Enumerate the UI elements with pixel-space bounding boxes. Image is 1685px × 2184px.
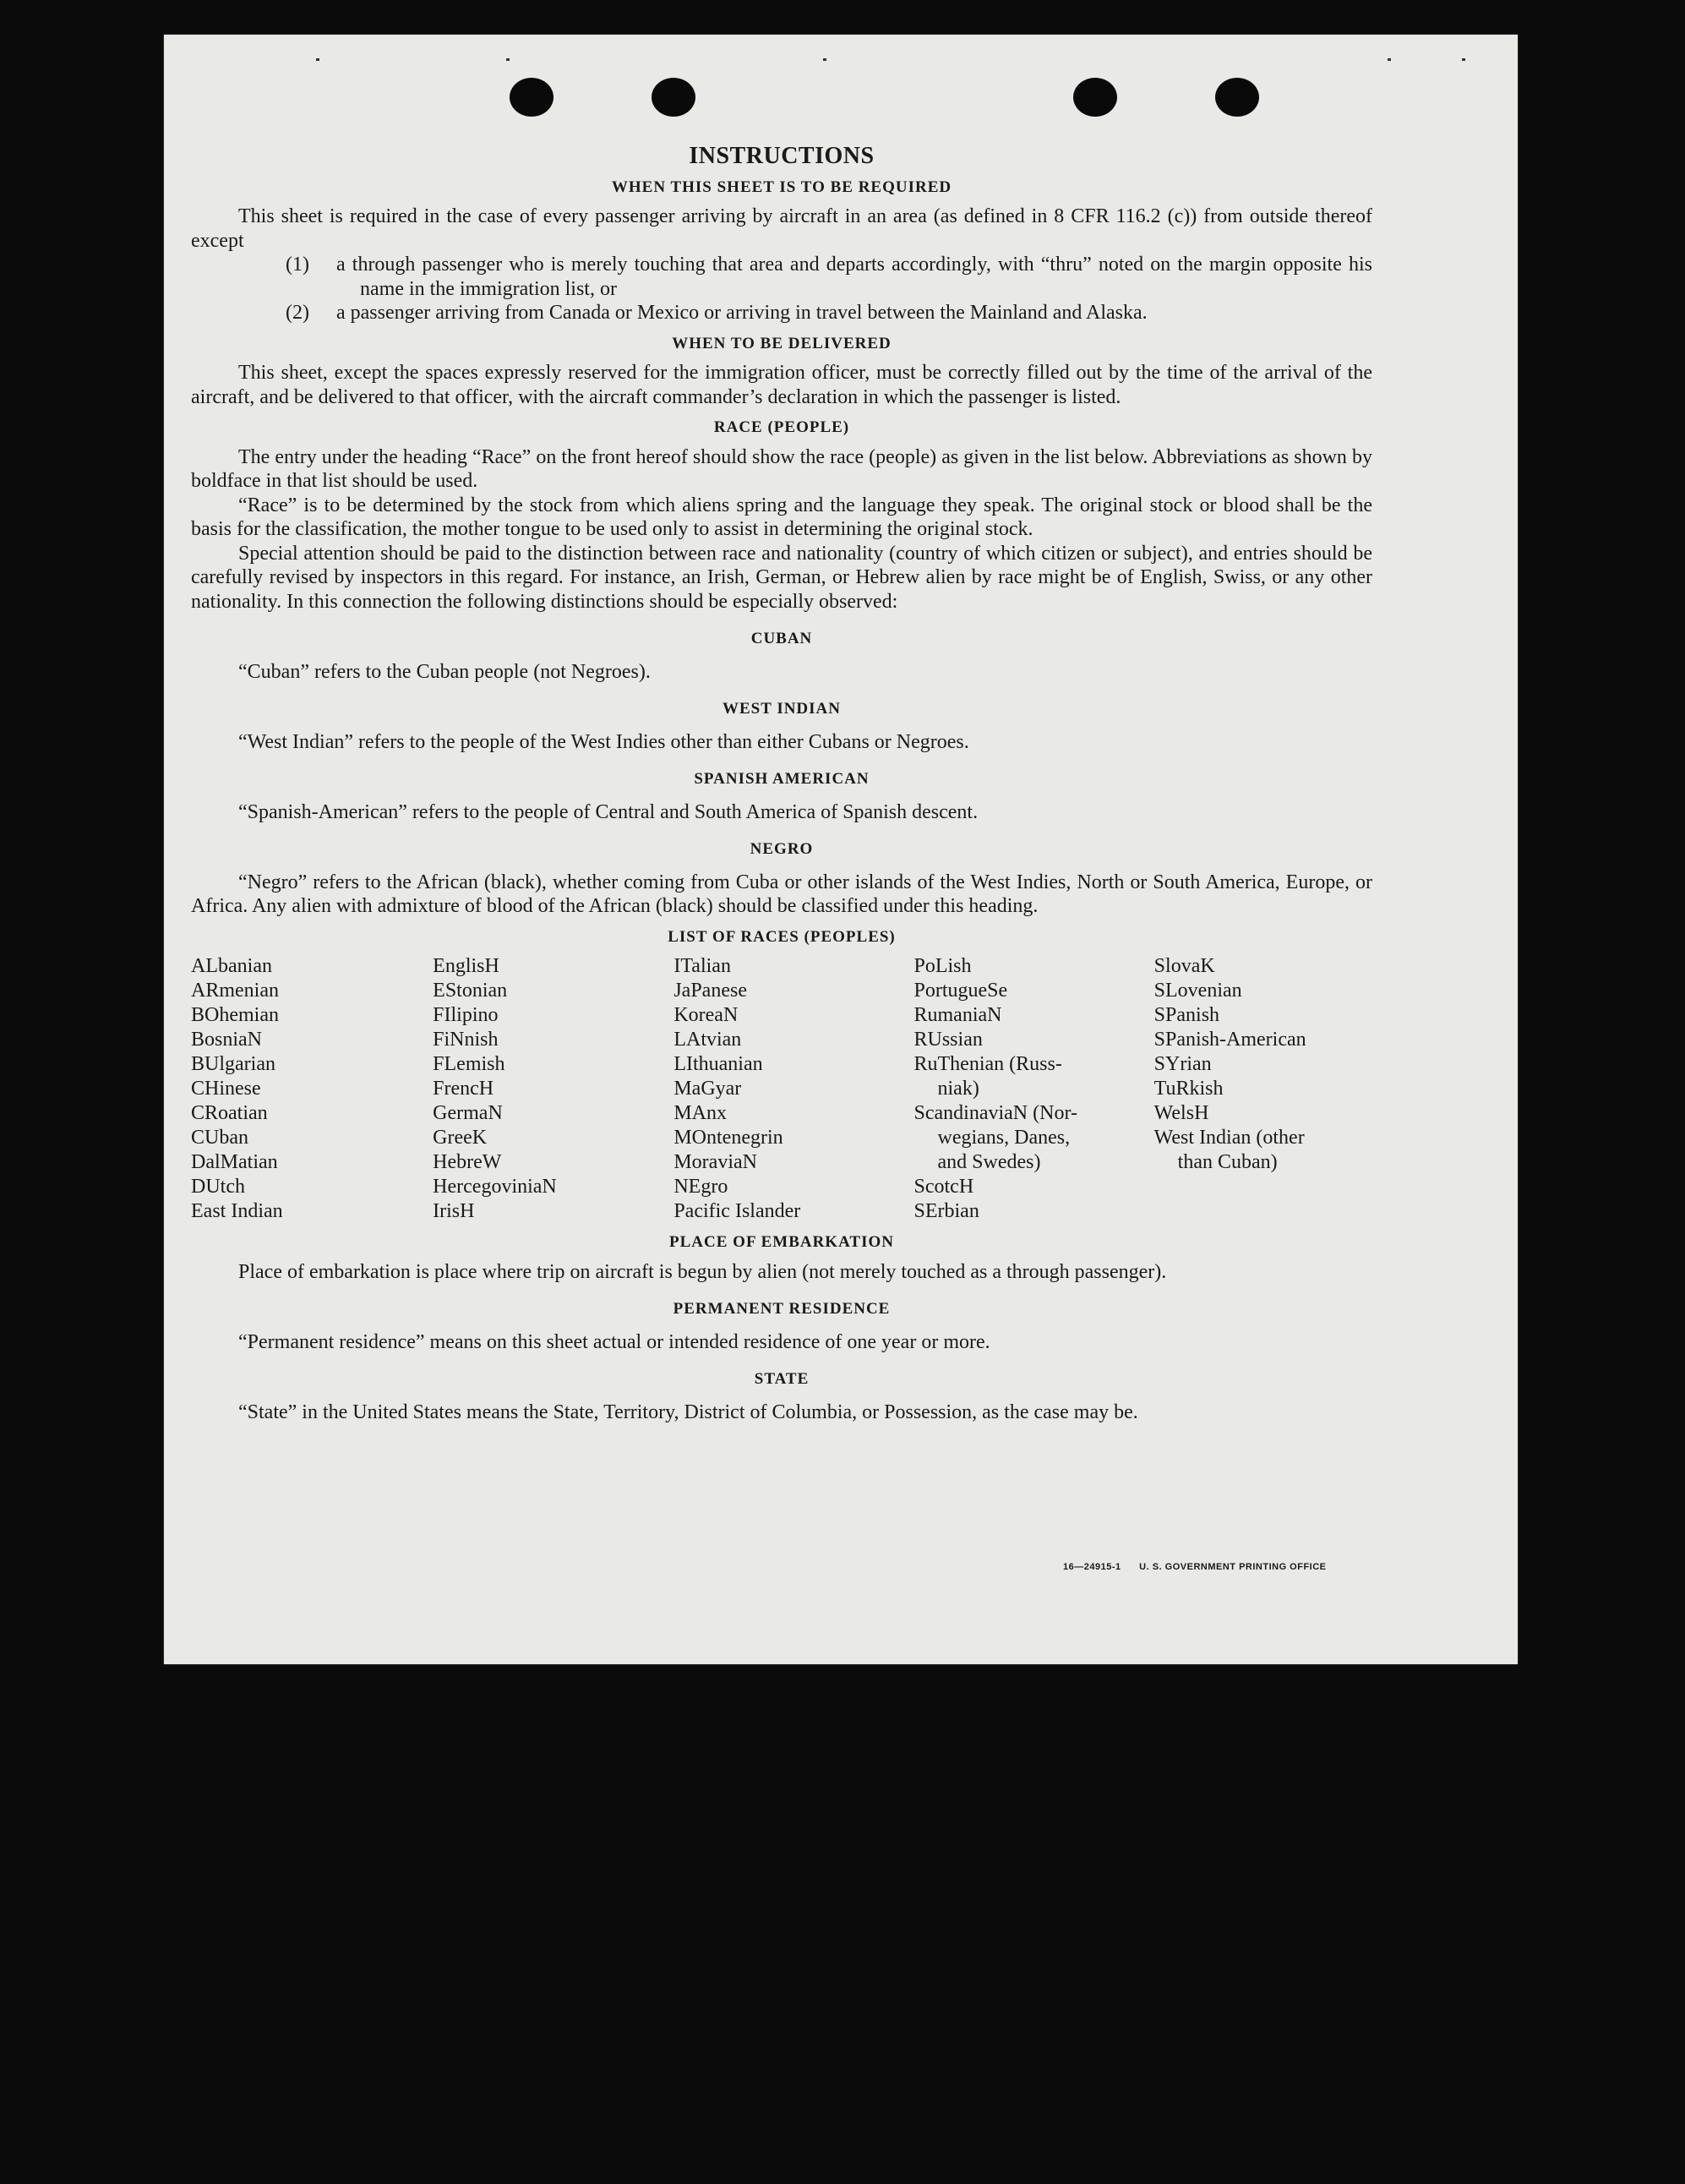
speck <box>1462 58 1465 61</box>
page-title: INSTRUCTIONS <box>689 143 875 169</box>
race-entry: ScandinaviaN (Nor- <box>913 1102 1077 1124</box>
list-item <box>191 253 1372 301</box>
race-entry: GreeK <box>433 1127 488 1149</box>
race-entry: MoraviaN <box>673 1151 757 1173</box>
punch-hole <box>1073 78 1117 117</box>
item-number: (1) <box>286 254 309 276</box>
printer-imprint: U. S. GOVERNMENT PRINTING OFFICE <box>1139 1562 1327 1572</box>
race-entry: ITalian <box>673 955 731 977</box>
paragraph: Special attention should be paid to the distinction between race and nationality (country of which citizen or subject), and entries should be carefully revised by inspectors in this regard. For instance, an Irish, German, or Hebrew alien by race might be of English, Swiss, or any other nationality. In this connection the following distinctions should be especially observed: <box>191 542 1372 613</box>
race-entry: ARmenian <box>191 980 279 1002</box>
section-heading: STATE <box>754 1370 810 1388</box>
item-number: (2) <box>286 302 309 324</box>
race-entry: niak) <box>937 1078 979 1100</box>
race-entry: BosniaN <box>191 1029 262 1051</box>
section-heading: LIST OF RACES (PEOPLES) <box>668 927 896 946</box>
race-entry: LIthuanian <box>673 1053 763 1075</box>
paragraph: This sheet is required in the case of every passenger arriving by aircraft in an area (as defined in 8 CFR 116.2 (c)) from outside thereof except <box>191 205 1372 252</box>
race-entry: JaPanese <box>673 980 747 1002</box>
section-heading: WHEN TO BE DELIVERED <box>672 334 892 352</box>
punch-hole <box>510 78 553 117</box>
section-heading: RACE (PEOPLE) <box>713 418 850 436</box>
race-entry: and Swedes) <box>937 1151 1041 1173</box>
races-column <box>191 954 433 1224</box>
race-entry: FiNnish <box>433 1029 499 1051</box>
race-entry: FLemish <box>433 1053 505 1075</box>
races-column <box>1154 954 1372 1224</box>
paragraph: The entry under the heading “Race” on the front hereof should show the race (people) as given in the list below. Abbreviations as shown by boldface in that list should be used. <box>191 445 1372 492</box>
paragraph: “West Indian” refers to the people of the West Indies other than either Cubans or Negroes. <box>238 730 969 753</box>
race-entry: RumaniaN <box>913 1004 1002 1026</box>
race-entry: EnglisH <box>433 955 499 977</box>
race-entry: CRoatian <box>191 1102 268 1124</box>
section-heading: NEGRO <box>750 840 814 858</box>
race-entry: NEgro <box>673 1176 728 1198</box>
race-entry: GermaN <box>433 1102 503 1124</box>
race-entry: MaGyar <box>673 1078 742 1100</box>
instructions-content <box>191 145 1372 1424</box>
race-entry: LAtvian <box>673 1029 742 1051</box>
race-entry: SLovenian <box>1153 980 1242 1002</box>
race-entry: KoreaN <box>673 1004 739 1026</box>
section-heading: PERMANENT RESIDENCE <box>673 1300 891 1318</box>
race-entry: BUlgarian <box>191 1053 275 1075</box>
races-list <box>191 954 1372 1224</box>
race-entry: RuThenian (Russ- <box>913 1053 1062 1075</box>
races-column <box>673 954 913 1224</box>
form-footer <box>1063 1562 1342 1572</box>
race-entry: SPanish <box>1153 1004 1220 1026</box>
race-entry: ScotcH <box>913 1176 974 1198</box>
race-entry: EStonian <box>433 980 508 1002</box>
race-entry: PortugueSe <box>913 980 1008 1002</box>
section-heading: WEST INDIAN <box>723 700 841 718</box>
race-entry: DalMatian <box>191 1151 278 1173</box>
section-heading: CUBAN <box>750 630 813 647</box>
document-sheet <box>164 35 1518 1664</box>
paragraph: “Spanish-American” refers to the people of Central and South America of Spanish descent. <box>238 800 979 823</box>
race-entry: than Cuban) <box>1177 1151 1278 1173</box>
race-entry: WelsH <box>1153 1102 1209 1124</box>
race-entry: IrisH <box>433 1200 475 1222</box>
race-entry: CUban <box>191 1127 248 1149</box>
race-entry: RUssian <box>913 1029 983 1051</box>
race-entry: East Indian <box>191 1200 283 1222</box>
paragraph: This sheet, except the spaces expressly reserved for the immigration officer, must be correctly filled out by the time of the arrival of the aircraft, and be delivered to that officer, with the aircraft commander’s declaration in which the passenger is listed. <box>191 362 1372 408</box>
race-entry: HercegoviniaN <box>433 1176 557 1198</box>
race-entry: MAnx <box>673 1102 727 1124</box>
race-entry: FIlipino <box>433 1004 499 1026</box>
punch-hole <box>652 78 695 117</box>
race-entry: BOhemian <box>191 1004 279 1026</box>
race-entry: DUtch <box>191 1176 245 1198</box>
race-entry: TuRkish <box>1153 1078 1224 1100</box>
race-entry: SErbian <box>913 1200 979 1222</box>
race-entry: SlovaK <box>1153 955 1215 977</box>
race-entry: West Indian (other <box>1153 1127 1305 1149</box>
race-entry: MOntenegrin <box>673 1127 783 1149</box>
race-entry: PoLish <box>913 955 972 977</box>
speck <box>1388 58 1391 61</box>
race-entry: FrencH <box>433 1078 494 1100</box>
section-heading: PLACE OF EMBARKATION <box>669 1233 894 1251</box>
item-text: a passenger arriving from Canada or Mexico or arriving in travel between the Mainland and Alaska. <box>336 302 1148 324</box>
race-entry: CHinese <box>191 1078 261 1100</box>
paragraph: “State” in the United States means the State, Territory, District of Columbia, or Possession, as the case may be. <box>238 1400 1138 1423</box>
race-entry: Pacific Islander <box>673 1200 801 1222</box>
race-entry: SYrian <box>1153 1053 1212 1075</box>
race-entry: SPanish-American <box>1153 1029 1306 1051</box>
race-entry: HebreW <box>433 1151 502 1173</box>
section-heading: WHEN THIS SHEET IS TO BE REQUIRED <box>611 177 952 196</box>
races-column <box>433 954 673 1224</box>
list-item <box>191 301 1372 325</box>
speck <box>823 58 826 61</box>
item-text: a through passenger who is merely touching that area and departs accordingly, with “thru” noted on the margin opposite his name in the immigration list, or <box>336 254 1372 300</box>
speck <box>506 58 510 61</box>
section-heading: SPANISH AMERICAN <box>694 770 870 788</box>
race-entry: wegians, Danes, <box>937 1127 1071 1149</box>
paragraph: “Negro” refers to the African (black), whether coming from Cuba or other islands of the West Indies, North or South America, Europe, or Africa. Any alien with admixture of blood of the African (black) should be classified under this heading. <box>191 871 1372 917</box>
punch-hole <box>1215 78 1259 117</box>
form-number: 16—24915-1 <box>1063 1562 1121 1572</box>
paragraph: “Cuban” refers to the Cuban people (not Negroes). <box>238 660 651 683</box>
race-entry: ALbanian <box>191 955 272 977</box>
speck <box>316 58 319 61</box>
paragraph: Place of embarkation is place where trip on aircraft is begun by alien (not merely touched as a through passenger). <box>238 1260 1167 1283</box>
paragraph: “Race” is to be determined by the stock from which aliens spring and the language they speak. The original stock or blood shall be the basis for the classification, the mother tongue to be used only to assist in determining the original stock. <box>191 494 1372 540</box>
races-column <box>914 954 1154 1224</box>
paragraph: “Permanent residence” means on this sheet actual or intended residence of one year or more. <box>238 1330 990 1353</box>
